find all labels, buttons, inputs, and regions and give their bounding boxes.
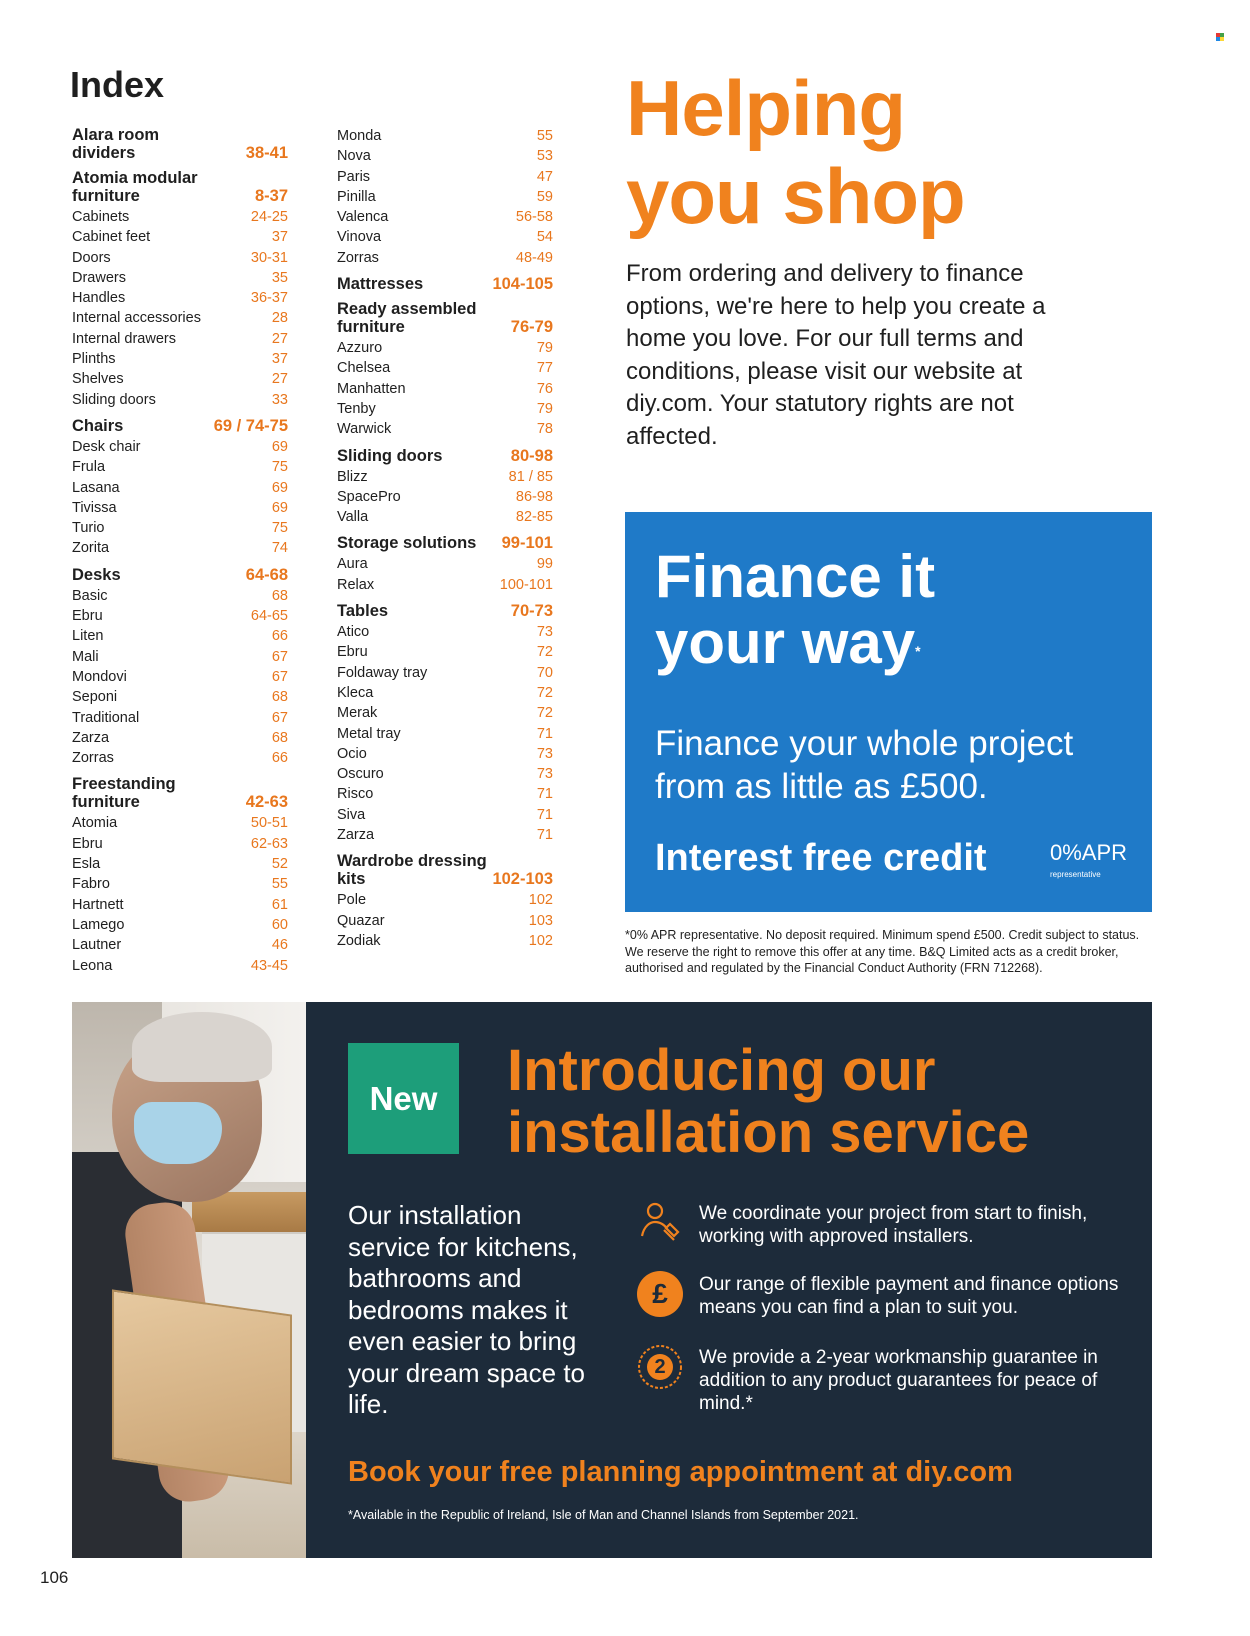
index-entry-pages: 66 xyxy=(271,750,288,767)
index-column-2 xyxy=(337,126,553,958)
index-section-heading xyxy=(337,300,553,336)
index-entry-pages: 102 xyxy=(528,892,553,909)
index-section xyxy=(337,126,553,268)
index-entry-name: Desk chair xyxy=(72,438,141,455)
index-heading-name: Tables xyxy=(337,602,389,621)
index-entry xyxy=(72,667,288,687)
index-entry-pages: 55 xyxy=(536,128,553,144)
index-section-heading xyxy=(337,602,553,620)
finance-footnote: *0% APR representative. No deposit required. Minimum spend £500. Credit subject to status. We reserve the right to remove this offer at any time. B&Q Limited acts as a credit broker, authorised and regulated by the Financial Conduct Authority (FRN 712268). xyxy=(625,928,1140,975)
index-entry xyxy=(337,487,553,507)
installation-title: Introducing our installation service xyxy=(507,1038,1030,1165)
index-entry-pages: 55 xyxy=(271,876,288,893)
index-title: Index xyxy=(70,64,165,105)
index-heading-name: Mattresses xyxy=(337,275,424,294)
feature-coordinate: We coordinate your project from start to finish, working with approved installers. xyxy=(637,1202,1107,1262)
index-entry xyxy=(337,507,553,527)
index-entry-pages: 102 xyxy=(528,932,553,949)
index-entry-pages: 67 xyxy=(271,648,288,665)
index-entry xyxy=(337,146,553,166)
index-entry-pages: 100-101 xyxy=(499,576,553,593)
index-entry-name: Paris xyxy=(337,168,371,185)
page-number: 106 xyxy=(40,1568,69,1587)
index-entry-name: Valenca xyxy=(337,209,389,226)
index-entry-name: Seponi xyxy=(72,689,118,706)
index-heading-pages: 42-63 xyxy=(245,793,288,812)
index-entry xyxy=(337,622,553,642)
index-entry xyxy=(337,663,553,683)
finance-panel xyxy=(625,512,1152,912)
index-entry-name: Zarza xyxy=(337,827,375,844)
index-entry-name: Cabinet feet xyxy=(72,229,151,246)
index-section-heading xyxy=(72,775,288,811)
index-entry xyxy=(337,248,553,268)
index-entry xyxy=(72,586,288,606)
index-entry-pages: 77 xyxy=(536,360,553,377)
index-entry-name: Relax xyxy=(337,576,375,593)
index-entry-name: Aura xyxy=(337,556,368,573)
index-entry-name: Lasana xyxy=(72,479,120,496)
index-entry-pages: 64-65 xyxy=(250,608,288,625)
index-entry-name: Oscuro xyxy=(337,766,384,783)
index-entry xyxy=(72,854,288,874)
index-entry-pages: 73 xyxy=(536,766,553,783)
index-heading-name: Ready assembled furniture xyxy=(337,300,477,337)
index-entry xyxy=(72,457,288,477)
pound-icon: £ xyxy=(637,1271,683,1317)
index-section-heading xyxy=(337,852,553,888)
index-entry-name: Zorras xyxy=(337,249,379,266)
index-entry-name: Lamego xyxy=(72,916,125,933)
index-entry xyxy=(72,834,288,854)
index-entry-name: SpacePro xyxy=(337,488,401,505)
index-entry-pages: 37 xyxy=(271,351,288,368)
index-entry-pages: 76 xyxy=(536,380,553,397)
index-heading-pages: 102-103 xyxy=(492,870,553,889)
index-entry-pages: 62-63 xyxy=(250,835,288,852)
index-entry-name: Warwick xyxy=(337,421,392,438)
index-entry xyxy=(72,538,288,558)
index-entry xyxy=(72,329,288,349)
index-entry xyxy=(337,467,553,487)
index-entry-name: Monda xyxy=(337,128,382,144)
index-entry xyxy=(72,227,288,247)
index-entry-pages: 69 xyxy=(271,438,288,455)
index-entry-pages: 99 xyxy=(536,556,553,573)
index-entry xyxy=(72,308,288,328)
index-entry-pages: 27 xyxy=(271,371,288,388)
index-column-1 xyxy=(72,126,288,983)
index-heading-name: Sliding doors xyxy=(337,446,443,465)
index-entry-pages: 35 xyxy=(271,269,288,286)
index-entry-name: Nova xyxy=(337,148,371,165)
index-entry-pages: 69 xyxy=(271,479,288,496)
index-entry-pages: 72 xyxy=(536,644,553,661)
index-entry-pages: 48-49 xyxy=(515,249,553,266)
index-heading-name: Chairs xyxy=(72,416,124,435)
installer-icon xyxy=(637,1200,683,1246)
index-entry xyxy=(72,268,288,288)
index-section xyxy=(72,775,288,975)
index-entry xyxy=(72,606,288,626)
index-entry-pages: 68 xyxy=(271,689,288,706)
index-entry xyxy=(72,349,288,369)
index-entry-pages: 43-45 xyxy=(250,957,288,974)
index-entry-pages: 61 xyxy=(271,896,288,913)
index-section xyxy=(72,126,288,162)
index-section-heading xyxy=(72,126,288,162)
index-entry-pages: 37 xyxy=(271,229,288,246)
index-entry xyxy=(337,724,553,744)
index-entry xyxy=(337,784,553,804)
index-entry-pages: 56-58 xyxy=(515,209,553,226)
index-entry-name: Traditional xyxy=(72,709,140,726)
book-appointment-link[interactable]: Book your free planning appointment at diy.com xyxy=(348,1456,1013,1488)
index-entry-pages: 74 xyxy=(271,540,288,557)
installer-photo xyxy=(72,1002,306,1558)
index-section xyxy=(337,447,553,528)
index-entry xyxy=(72,647,288,667)
index-entry-name: Frula xyxy=(72,459,106,476)
index-entry-pages: 52 xyxy=(271,856,288,873)
index-entry-pages: 66 xyxy=(271,628,288,645)
index-entry xyxy=(72,288,288,308)
index-heading-name: Atomia modular furniture xyxy=(72,169,198,205)
index-entry-pages: 46 xyxy=(271,937,288,954)
helping-body: From ordering and delivery to finance options, we're here to help you create a home you love. For our full terms and conditions, please visit our website at diy.com. Your statutory rights are not affected. xyxy=(626,260,1046,450)
index-entry-name: Risco xyxy=(337,786,374,803)
index-section xyxy=(337,602,553,845)
feature-guarantee: 2 We provide a 2-year workmanship guarantee in addition to any product guarantees for peace of mind.* xyxy=(637,1346,1107,1406)
interest-free-credit: Interest free credit xyxy=(655,837,987,879)
apr-representative: representative xyxy=(1050,870,1101,879)
index-entry xyxy=(337,338,553,358)
index-entry-name: Zarza xyxy=(72,729,110,746)
index-entry-name: Ebru xyxy=(72,835,103,852)
index-entry-pages: 71 xyxy=(536,806,553,823)
index-section xyxy=(337,852,553,951)
index-entry-name: Azzuro xyxy=(337,340,383,357)
index-entry xyxy=(72,895,288,915)
index-entry-name: Mali xyxy=(72,648,99,665)
index-entry-name: Manhatten xyxy=(337,380,406,397)
index-entry xyxy=(337,187,553,207)
index-heading-name: Desks xyxy=(72,565,121,584)
index-entry-name: Pinilla xyxy=(337,188,376,205)
index-entry-pages: 86-98 xyxy=(515,488,553,505)
index-section-heading xyxy=(337,534,553,552)
finance-title: Finance it your way* xyxy=(655,543,936,676)
index-heading-pages: 70-73 xyxy=(510,602,553,621)
index-entry-pages: 36-37 xyxy=(250,290,288,307)
index-entry-name: Atomia xyxy=(72,815,118,832)
index-section-heading xyxy=(72,417,288,435)
index-entry xyxy=(337,642,553,662)
index-entry xyxy=(72,935,288,955)
index-entry-name: Tenby xyxy=(337,400,376,417)
index-entry-pages: 103 xyxy=(528,912,553,929)
index-entry xyxy=(72,437,288,457)
index-heading-name: Freestanding furniture xyxy=(72,775,176,812)
installation-description: Our installation service for kitchens, bathrooms and bedrooms makes it even easier to bring your dream space to life. xyxy=(348,1200,586,1419)
index-entry-name: Zorita xyxy=(72,540,110,557)
index-entry-pages: 75 xyxy=(271,459,288,476)
index-entry-name: Leona xyxy=(72,957,113,974)
index-entry-name: Mondovi xyxy=(72,668,127,685)
index-heading-pages: 69 / 74-75 xyxy=(213,416,288,435)
index-entry xyxy=(337,890,553,910)
index-heading-pages: 80-98 xyxy=(510,446,553,465)
helping-title: Helping you shop xyxy=(626,64,965,240)
index-entry-name: Merak xyxy=(337,705,378,722)
index-entry xyxy=(337,744,553,764)
index-entry-name: Metal tray xyxy=(337,725,401,742)
index-heading-name: Wardrobe dressing kits xyxy=(337,852,487,889)
index-entry-name: Hartnett xyxy=(72,896,124,913)
new-badge: New xyxy=(348,1043,459,1154)
index-entry-pages: 78 xyxy=(536,421,553,438)
index-entry-pages: 59 xyxy=(536,188,553,205)
index-entry-pages: 79 xyxy=(536,400,553,417)
index-entry xyxy=(72,687,288,707)
index-entry xyxy=(72,874,288,894)
index-entry xyxy=(337,805,553,825)
index-entry-pages: 27 xyxy=(271,330,288,347)
index-entry xyxy=(337,358,553,378)
index-entry-name: Atico xyxy=(337,624,370,641)
index-entry-name: Internal drawers xyxy=(72,330,176,347)
index-section xyxy=(337,275,553,293)
index-entry-name: Internal accessories xyxy=(72,310,201,327)
brand-mark-icon xyxy=(1216,33,1224,41)
index-entry-name: Zodiak xyxy=(337,932,381,949)
index-entry-pages: 60 xyxy=(271,916,288,933)
index-entry-pages: 72 xyxy=(536,705,553,722)
index-entry-pages: 75 xyxy=(271,520,288,537)
index-entry xyxy=(72,813,288,833)
index-entry xyxy=(72,915,288,935)
index-entry xyxy=(337,764,553,784)
index-entry-pages: 71 xyxy=(536,786,553,803)
index-entry xyxy=(72,369,288,389)
index-heading-pages: 38-41 xyxy=(245,144,288,162)
index-entry-name: Valla xyxy=(337,509,369,526)
index-entry xyxy=(72,390,288,410)
index-entry xyxy=(337,227,553,247)
index-entry-name: Esla xyxy=(72,856,101,873)
installation-footnote: *Available in the Republic of Ireland, Isle of Man and Channel Islands from September 2021. xyxy=(348,1508,859,1522)
index-entry-name: Siva xyxy=(337,806,366,823)
index-entry-pages: 33 xyxy=(271,391,288,408)
index-section-heading xyxy=(72,169,288,205)
index-heading-pages: 99-101 xyxy=(501,534,553,553)
index-entry-pages: 54 xyxy=(536,229,553,246)
index-entry-name: Drawers xyxy=(72,269,126,286)
index-entry xyxy=(72,207,288,227)
index-entry-pages: 72 xyxy=(536,684,553,701)
index-entry-pages: 68 xyxy=(271,587,288,604)
index-entry-pages: 67 xyxy=(271,668,288,685)
index-section xyxy=(72,169,288,410)
index-section xyxy=(72,417,288,559)
index-entry xyxy=(72,626,288,646)
index-entry-name: Liten xyxy=(72,628,104,645)
index-entry-name: Zorras xyxy=(72,750,114,767)
index-entry xyxy=(337,825,553,845)
index-section-heading xyxy=(337,447,553,465)
index-entry-pages: 71 xyxy=(536,725,553,742)
index-entry-pages: 70 xyxy=(536,664,553,681)
index-heading-pages: 64-68 xyxy=(245,565,288,584)
index-entry xyxy=(72,248,288,268)
index-entry-pages: 53 xyxy=(536,148,553,165)
index-entry-name: Ebru xyxy=(337,644,368,661)
index-entry-name: Lautner xyxy=(72,937,122,954)
index-entry-pages: 28 xyxy=(271,310,288,327)
index-entry-name: Quazar xyxy=(337,912,385,929)
index-section xyxy=(337,300,553,439)
installation-banner xyxy=(72,1002,1152,1558)
index-entry-pages: 67 xyxy=(271,709,288,726)
index-entry-name: Tivissa xyxy=(72,499,117,516)
index-entry-pages: 81 / 85 xyxy=(508,468,553,485)
index-entry-name: Plinths xyxy=(72,351,116,368)
index-entry-name: Shelves xyxy=(72,371,124,388)
index-entry xyxy=(337,379,553,399)
index-heading-pages: 8-37 xyxy=(254,187,288,205)
index-heading-name: Storage solutions xyxy=(337,534,477,553)
index-entry-pages: 30-31 xyxy=(250,249,288,266)
index-entry xyxy=(337,931,553,951)
index-entry-name: Kleca xyxy=(337,684,374,701)
index-entry-name: Fabro xyxy=(72,876,110,893)
index-entry xyxy=(337,575,553,595)
index-entry xyxy=(337,683,553,703)
index-entry-pages: 73 xyxy=(536,624,553,641)
index-entry-pages: 71 xyxy=(536,827,553,844)
index-entry xyxy=(72,518,288,538)
index-entry-pages: 82-85 xyxy=(515,509,553,526)
index-entry xyxy=(337,554,553,574)
index-heading-pages: 104-105 xyxy=(492,275,553,294)
index-section xyxy=(72,566,288,769)
index-entry-name: Ocio xyxy=(337,745,367,762)
index-entry-pages: 73 xyxy=(536,745,553,762)
index-entry-name: Foldaway tray xyxy=(337,664,428,681)
index-entry xyxy=(337,419,553,439)
index-entry xyxy=(72,956,288,976)
index-entry xyxy=(72,708,288,728)
index-entry-name: Chelsea xyxy=(337,360,391,377)
index-entry-pages: 24-25 xyxy=(250,209,288,225)
index-heading-name: Alara room dividers xyxy=(72,126,160,162)
index-section-heading xyxy=(72,566,288,584)
index-entry-name: Pole xyxy=(337,892,367,909)
index-entry xyxy=(337,911,553,931)
index-entry xyxy=(337,703,553,723)
index-entry-name: Cabinets xyxy=(72,209,130,225)
index-entry xyxy=(337,167,553,187)
index-entry-pages: 68 xyxy=(271,729,288,746)
guarantee-icon: 2 xyxy=(637,1344,683,1390)
index-entry xyxy=(72,498,288,518)
index-heading-pages: 76-79 xyxy=(510,318,553,337)
index-entry xyxy=(72,728,288,748)
apr-label: 0%APR xyxy=(1050,840,1128,865)
index-entry xyxy=(337,399,553,419)
index-entry-name: Blizz xyxy=(337,468,368,485)
index-entry xyxy=(337,207,553,227)
index-entry-pages: 50-51 xyxy=(250,815,288,832)
index-entry-name: Ebru xyxy=(72,608,103,625)
finance-subtitle: Finance your whole project from as little as £500. xyxy=(655,724,1074,806)
index-section-heading xyxy=(337,275,553,293)
index-entry-name: Doors xyxy=(72,249,111,266)
index-entry-pages: 69 xyxy=(271,499,288,516)
index-entry-pages: 47 xyxy=(536,168,553,185)
index-entry-name: Handles xyxy=(72,290,126,307)
index-entry xyxy=(72,478,288,498)
index-entry xyxy=(337,126,553,146)
feature-finance: £ Our range of flexible payment and finance options means you can find a plan to suit you. xyxy=(637,1273,1107,1333)
index-entry-pages: 79 xyxy=(536,340,553,357)
index-entry xyxy=(72,748,288,768)
index-entry-name: Vinova xyxy=(337,229,382,246)
index-entry-name: Turio xyxy=(72,520,105,537)
index-entry-name: Sliding doors xyxy=(72,391,156,408)
index-section xyxy=(337,534,553,595)
index-entry-name: Basic xyxy=(72,587,108,604)
